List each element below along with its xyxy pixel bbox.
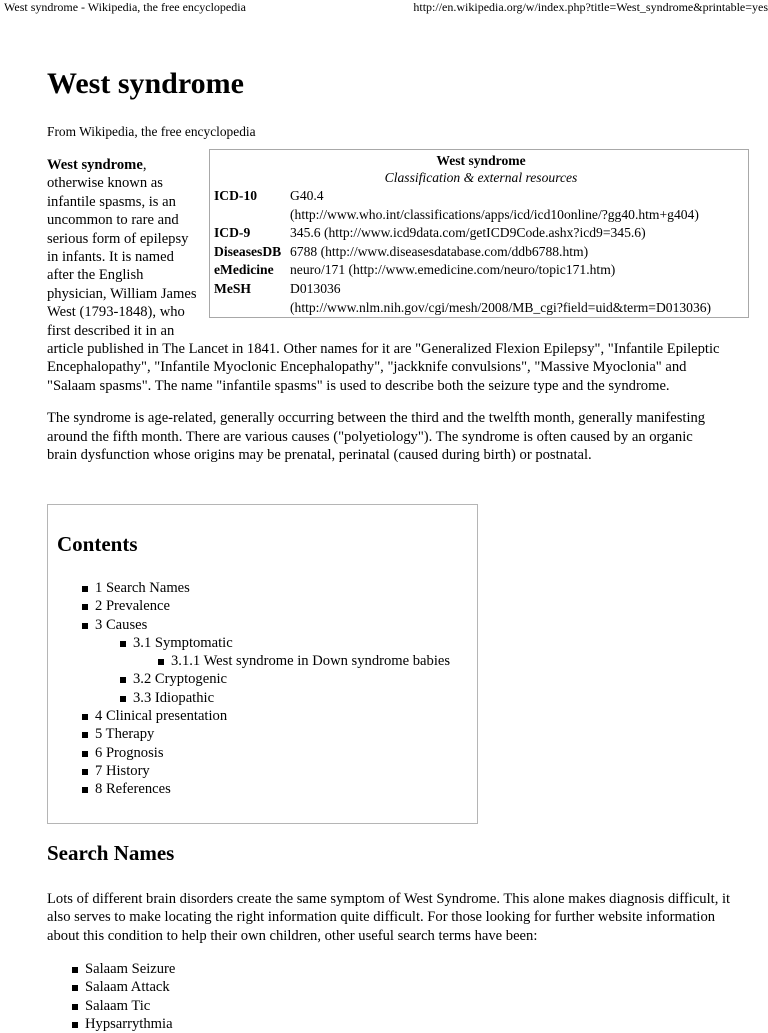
toc-item[interactable]: 3 Causes 3.1 Symptomatic 3.1.1 West syndrome in Down syndrome babies 3.2 Cryptogenic 3.3 Idiopathic bbox=[81, 616, 450, 707]
print-url: http://en.wikipedia.org/w/index.php?title=West_syndrome&printable=yes bbox=[413, 0, 768, 14]
infobox-value[interactable]: D013036 (http://www.nlm.nih.gov/cgi/mesh/2008/MB_cgi?field=uid&term=D013036) bbox=[290, 280, 712, 315]
infobox-table bbox=[214, 187, 711, 317]
page-title: West syndrome bbox=[47, 67, 244, 100]
toc-title: Contents bbox=[57, 532, 138, 556]
toc-sublist bbox=[119, 634, 450, 707]
infobox-key: ICD-10 bbox=[214, 188, 258, 203]
infobox-row-mesh bbox=[214, 280, 711, 317]
toc-list bbox=[81, 579, 450, 799]
toc-item[interactable]: 2 Prevalence bbox=[81, 597, 450, 615]
infobox-row-diseasesdb bbox=[214, 243, 711, 262]
print-page-title: West syndrome - Wikipedia, the free encyclopedia bbox=[4, 0, 246, 14]
search-names-paragraph: Lots of different brain disorders create the same symptom of West Syndrome. This alone makes diagnosis difficult, it also serves to make locating the right information quite difficult. For those looking for further website information about this condition to help their own children, other useful search terms have been: bbox=[47, 891, 731, 944]
toc-item[interactable]: 3.1.1 West syndrome in Down syndrome babies bbox=[157, 652, 450, 670]
toc-item[interactable]: 3.3 Idiopathic bbox=[119, 689, 450, 707]
search-term-item: Salaam Tic bbox=[71, 997, 175, 1015]
toc-item[interactable]: 7 History bbox=[81, 762, 450, 780]
infobox-title: West syndrome bbox=[436, 153, 526, 168]
infobox-row-icd9 bbox=[214, 224, 711, 243]
infobox-value[interactable]: 6788 (http://www.diseasesdatabase.com/ddb6788.htm) bbox=[290, 243, 589, 259]
toc-item[interactable]: 3.2 Cryptogenic bbox=[119, 670, 450, 688]
toc-sublist bbox=[157, 652, 450, 670]
infobox-subtitle: Classification & external resources bbox=[384, 170, 578, 185]
toc-item[interactable]: 6 Prognosis bbox=[81, 744, 450, 762]
toc-item[interactable]: 1 Search Names bbox=[81, 579, 450, 597]
infobox-value[interactable]: 345.6 (http://www.icd9data.com/getICD9Code.ashx?icd9=345.6) bbox=[290, 225, 646, 241]
infobox-row-emedicine bbox=[214, 261, 711, 280]
table-of-contents bbox=[47, 504, 478, 824]
infobox-value[interactable]: G40.4 (http://www.who.int/classifications/apps/icd/icd10online/?gg40.htm+g404) bbox=[290, 188, 699, 222]
toc-item[interactable]: 4 Clinical presentation bbox=[81, 707, 450, 725]
infobox bbox=[209, 149, 749, 318]
toc-item[interactable]: 8 References bbox=[81, 780, 450, 798]
toc-item[interactable]: 5 Therapy bbox=[81, 725, 450, 743]
search-term-item: Hypsarrythmia bbox=[71, 1015, 175, 1033]
search-term-item: Salaam Attack bbox=[71, 978, 175, 996]
search-terms-list bbox=[71, 960, 175, 1033]
section-heading-search-names: Search Names bbox=[47, 841, 175, 865]
search-term-item: Salaam Seizure bbox=[71, 960, 175, 978]
lead-term: West syndrome bbox=[47, 157, 143, 173]
lead-paragraph: West syndrome, otherwise known as infantile spasms, is an uncommon to rare and serious form of epilepsy in infants. It is named after the English physician, William James West (1793-1848), who first described it in an article published in The Lancet in 1841. Other names for it are "Generalized Flexion Epilepsy", "Infantile Epileptic Encephalopathy", "Infantile Myoclonic Encephalopathy", "jackknife convulsions", "Massive Myoclonia" and "Salaam spasms". The name "infantile spasms" is used to describe both the seizure type and the syndrome. bbox=[47, 157, 720, 394]
age-paragraph: The syndrome is age-related, generally occurring between the third and the twelfth month, generally manifesting around the fifth month. There are various causes ("polyetiology"). The syndrome is often caused by an organic brain dysfunction whose origins may be prenatal, perinatal (caused during birth) or postnatal. bbox=[47, 410, 706, 464]
article-lead bbox=[47, 153, 723, 479]
infobox-key: ICD-9 bbox=[214, 225, 251, 241]
site-subtitle: From Wikipedia, the free encyclopedia bbox=[47, 124, 256, 139]
infobox-key: eMedicine bbox=[214, 262, 274, 278]
infobox-value[interactable]: neuro/171 (http://www.emedicine.com/neuro/topic171.htm) bbox=[290, 262, 616, 278]
infobox-key: DiseasesDB bbox=[214, 243, 282, 259]
print-header bbox=[0, 0, 768, 16]
infobox-key: MeSH bbox=[214, 280, 251, 296]
infobox-row-icd10 bbox=[214, 187, 711, 224]
toc-item[interactable]: 3.1 Symptomatic 3.1.1 West syndrome in Down syndrome babies bbox=[119, 634, 450, 671]
